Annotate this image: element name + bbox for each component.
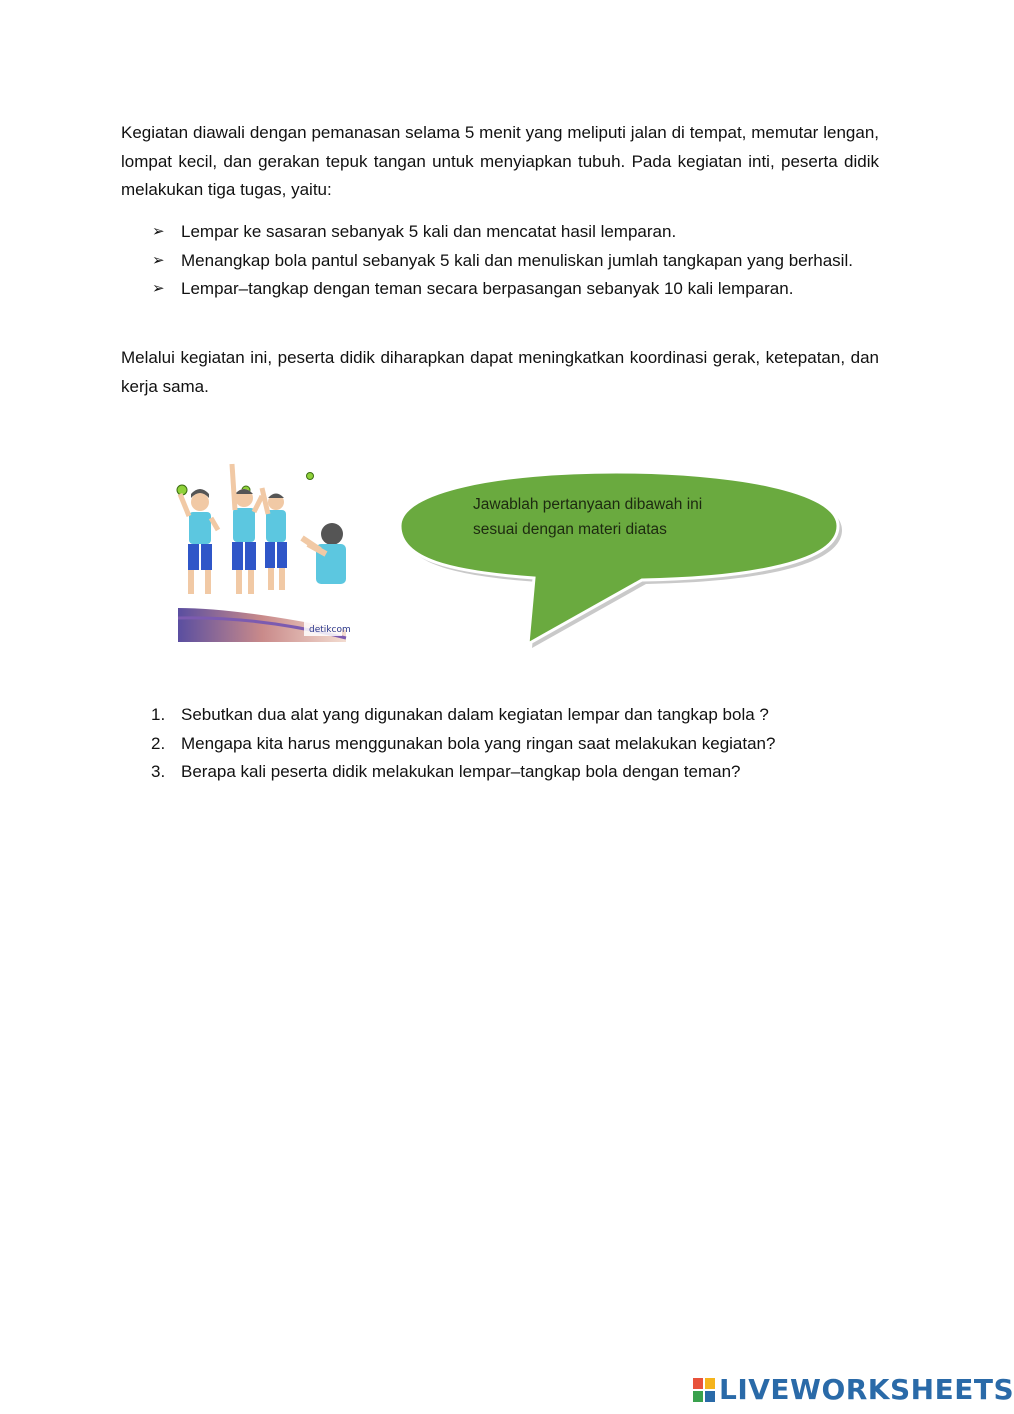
closing-paragraph: Melalui kegiatan ini, peserta didik diharapkan dapat meningkatkan koordinasi gerak, ketepatan, dan kerja sama. [121,348,879,396]
arrow-bullet-icon: ➢ [152,223,165,240]
liveworksheets-brand [693,1374,1014,1406]
task-item [121,218,879,247]
task-list [121,218,879,304]
task-text: Lempar–tangkap dengan teman secara berpasangan sebanyak 10 kali lemparan. [181,279,794,298]
question-list [121,701,879,787]
task-text: Lempar ke sasaran sebanyak 5 kali dan mencatat hasil lemparan. [181,222,677,241]
question-text: Berapa kali peserta didik melakukan lempar–tangkap bola dengan teman? [181,762,741,781]
task-text: Menangkap bola pantul sebanyak 5 kali dan menuliskan jumlah tangkapan yang berhasil. [181,250,853,270]
speech-bubble-text: Jawablah pertanyaan dibawah ini sesuai dengan materi diatas [473,496,703,538]
illustration-watermark: detikcom [309,625,351,635]
question-text: Mengapa kita harus menggunakan bola yang ringan saat melakukan kegiatan? [181,733,776,753]
question-number: 1. [151,705,166,724]
liveworksheets-logo-icon [693,1378,715,1402]
question-number: 3. [151,762,166,781]
arrow-bullet-icon: ➢ [152,280,165,297]
question-item [121,730,879,759]
intro-paragraph: Kegiatan diawali dengan pemanasan selama 5 menit yang meliputi jalan di tempat, memutar lengan, lompat kecil, dan gerakan tepuk tangan untuk menyiapkan tubuh. Pada kegiatan inti, peserta didik melakukan tiga tugas, yaitu: [121,123,879,199]
arrow-bullet-icon: ➢ [152,251,165,269]
question-item [121,701,879,730]
children-playing-ball-illustration [178,458,351,642]
question-item [121,758,879,787]
brand-name: LIVEWORKSHEETS [719,1373,1014,1406]
task-item [121,275,879,304]
task-item [121,247,879,276]
question-number: 2. [151,733,166,753]
question-text: Sebutkan dua alat yang digunakan dalam kegiatan lempar dan tangkap bola ? [181,705,769,724]
